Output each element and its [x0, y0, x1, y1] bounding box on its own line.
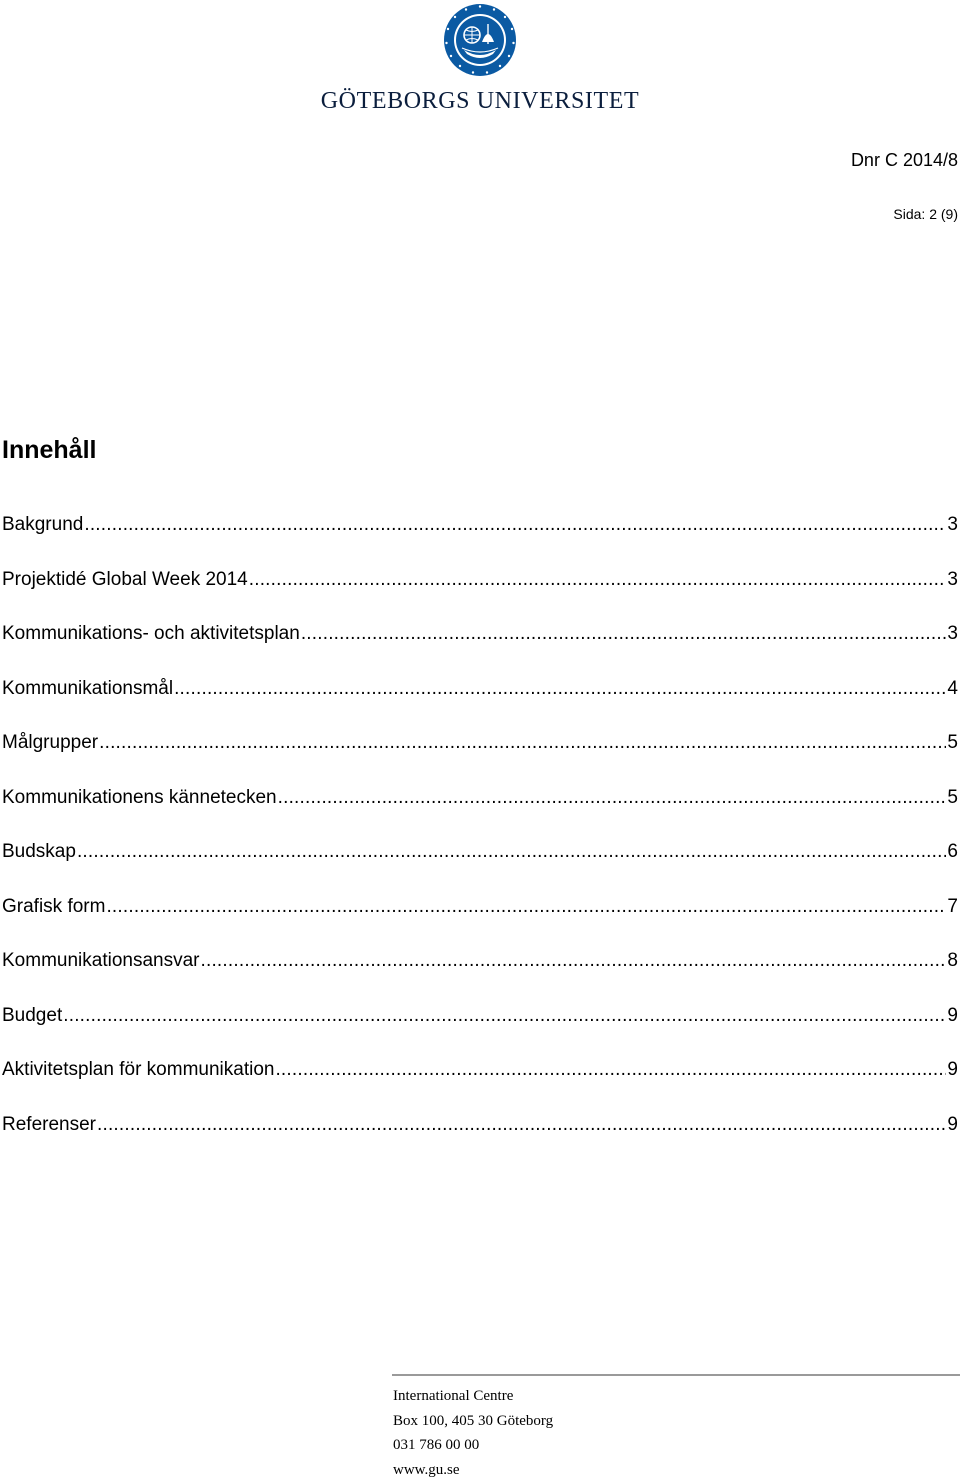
toc-dot-leader [301, 623, 947, 645]
toc-entry-page: 5 [947, 787, 958, 809]
document-reference-number: Dnr C 2014/8 [851, 150, 958, 171]
toc-entry-page: 9 [947, 1059, 958, 1081]
toc-entry-title: Målgrupper [2, 732, 98, 754]
footer-phone: 031 786 00 00 [393, 1433, 553, 1458]
toc-entry-title: Kommunikationens kännetecken [2, 787, 277, 809]
toc-entry-page: 9 [947, 1005, 958, 1027]
toc-dot-leader [99, 732, 946, 754]
toc-entry-title: Kommunikationsmål [2, 678, 173, 700]
university-wordmark: GÖTEBORGS UNIVERSITET [310, 88, 650, 115]
footer-address: Box 100, 405 30 Göteborg [393, 1409, 553, 1434]
toc-dot-leader [63, 1005, 946, 1027]
footer-divider [392, 1374, 960, 1376]
toc-dot-leader [106, 896, 946, 918]
toc-entry-page: 7 [947, 896, 958, 918]
university-seal-icon [442, 2, 518, 78]
toc-entry-page: 5 [947, 732, 958, 754]
toc-entry[interactable] [2, 732, 958, 787]
page-indicator: Sida: 2 (9) [893, 206, 958, 222]
toc-dot-leader [249, 569, 947, 591]
toc-entry-page: 6 [947, 841, 958, 863]
toc-entry-title: Kommunikations- och aktivitetsplan [2, 623, 300, 645]
toc-dot-leader [174, 678, 946, 700]
toc-entry-page: 9 [947, 1114, 958, 1136]
toc-entry[interactable] [2, 623, 958, 678]
toc-dot-leader [97, 1114, 946, 1136]
footer-contact [393, 1384, 553, 1482]
toc-entry[interactable] [2, 1114, 958, 1169]
toc-dot-leader [84, 514, 946, 536]
toc-entry-page: 3 [947, 569, 958, 591]
toc-entry-title: Budget [2, 1005, 62, 1027]
toc-entry-title: Budskap [2, 841, 76, 863]
toc-entry[interactable] [2, 514, 958, 569]
table-of-contents [2, 514, 958, 1168]
footer-organization: International Centre [393, 1384, 553, 1409]
university-logo [310, 0, 650, 125]
toc-entry-title: Aktivitetsplan för kommunikation [2, 1059, 274, 1081]
toc-entry-title: Grafisk form [2, 896, 105, 918]
toc-entry[interactable] [2, 896, 958, 951]
toc-entry-page: 3 [947, 514, 958, 536]
footer-website-link[interactable]: www.gu.se [393, 1458, 553, 1482]
toc-entry[interactable] [2, 841, 958, 896]
toc-entry[interactable] [2, 569, 958, 624]
toc-entry-title: Referenser [2, 1114, 96, 1136]
toc-entry[interactable] [2, 678, 958, 733]
toc-dot-leader [278, 787, 947, 809]
toc-entry-title: Bakgrund [2, 514, 83, 536]
toc-heading: Innehåll [2, 436, 96, 465]
toc-entry-page: 3 [947, 623, 958, 645]
toc-entry[interactable] [2, 1059, 958, 1114]
toc-entry[interactable] [2, 787, 958, 842]
toc-entry-title: Kommunikationsansvar [2, 950, 199, 972]
toc-entry-title: Projektidé Global Week 2014 [2, 569, 248, 591]
toc-dot-leader [200, 950, 946, 972]
toc-entry-page: 4 [947, 678, 958, 700]
toc-entry[interactable] [2, 1005, 958, 1060]
toc-dot-leader [77, 841, 946, 863]
toc-entry-page: 8 [947, 950, 958, 972]
toc-dot-leader [275, 1059, 946, 1081]
toc-entry[interactable] [2, 950, 958, 1005]
